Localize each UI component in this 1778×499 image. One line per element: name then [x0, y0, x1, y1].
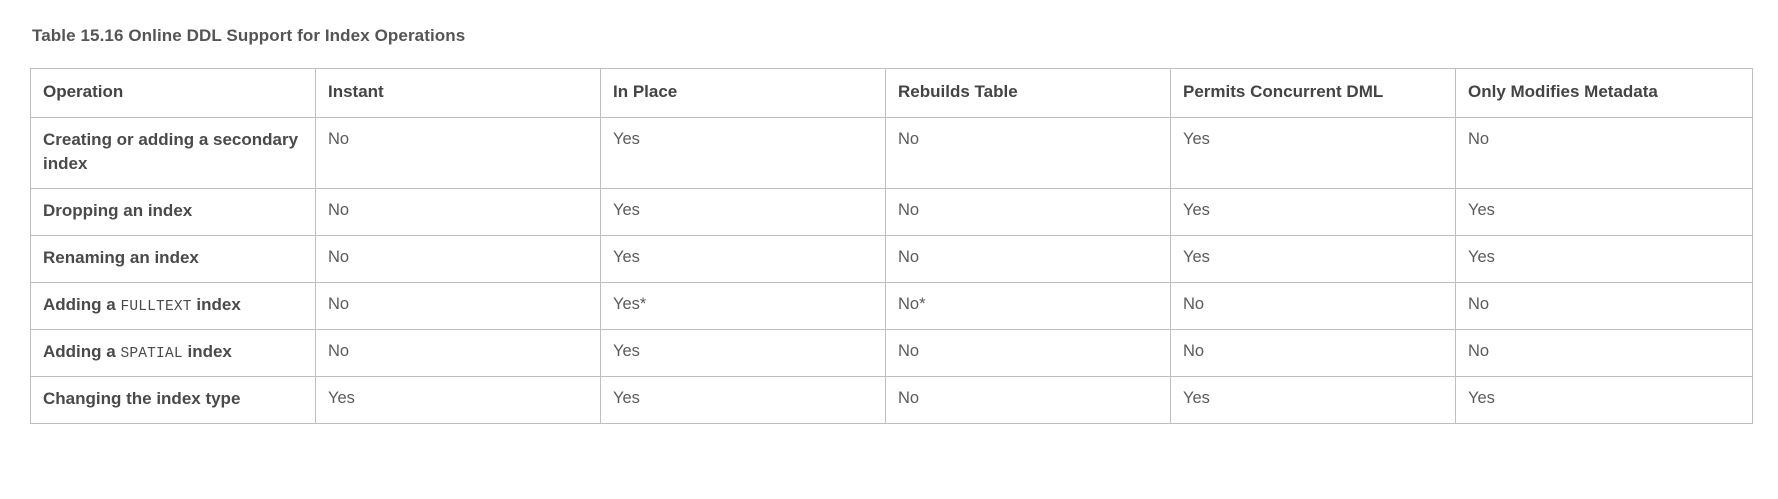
cell-permits-concurrent-dml: Yes	[1171, 236, 1456, 283]
cell-permits-concurrent-dml: No	[1171, 330, 1456, 377]
cell-permits-concurrent-dml: Yes	[1171, 377, 1456, 424]
row-operation-label	[31, 330, 316, 377]
cell-rebuilds-table: No	[886, 236, 1171, 283]
cell-only-modifies-metadata: No	[1456, 283, 1753, 330]
column-header-in-place: In Place	[601, 69, 886, 118]
row-operation-label	[31, 117, 316, 189]
operation-text-prefix: Dropping an index	[43, 201, 193, 221]
online-ddl-index-operations-table	[30, 68, 1753, 424]
table-row	[31, 189, 1753, 236]
row-operation-label	[31, 236, 316, 283]
operation-keyword: FULLTEXT	[120, 299, 192, 316]
operation-text-suffix: index	[191, 295, 241, 315]
row-operation-label	[31, 377, 316, 424]
page-title: Table 15.16 Online DDL Support for Index Operations	[32, 26, 466, 45]
table-row	[31, 283, 1753, 330]
cell-rebuilds-table: No	[886, 117, 1171, 189]
operation-text-prefix: Changing the index type	[43, 389, 241, 409]
cell-only-modifies-metadata: Yes	[1456, 377, 1753, 424]
cell-only-modifies-metadata: No	[1456, 330, 1753, 377]
operation-text-prefix: Renaming an index	[43, 248, 199, 268]
cell-rebuilds-table: No	[886, 189, 1171, 236]
cell-instant: No	[316, 117, 601, 189]
cell-in-place: Yes	[601, 236, 886, 283]
cell-in-place: Yes*	[601, 283, 886, 330]
cell-permits-concurrent-dml: No	[1171, 283, 1456, 330]
cell-in-place: Yes	[601, 189, 886, 236]
column-header-permits-concurrent-dml: Permits Concurrent DML	[1171, 69, 1456, 118]
cell-rebuilds-table: No	[886, 377, 1171, 424]
operation-text-prefix: Adding a	[43, 295, 121, 315]
operation-keyword: SPATIAL	[120, 346, 183, 363]
cell-in-place: Yes	[601, 377, 886, 424]
column-header-only-modifies-metadata: Only Modifies Metadata	[1456, 69, 1753, 118]
cell-instant: No	[316, 283, 601, 330]
cell-rebuilds-table: No	[886, 330, 1171, 377]
cell-only-modifies-metadata: Yes	[1456, 236, 1753, 283]
cell-rebuilds-table: No*	[886, 283, 1171, 330]
cell-in-place: Yes	[601, 117, 886, 189]
column-header-rebuilds-table: Rebuilds Table	[886, 69, 1171, 118]
table-row	[31, 117, 1753, 189]
cell-in-place: Yes	[601, 330, 886, 377]
operation-text-prefix: Creating or adding a secondary index	[43, 129, 299, 174]
table-header-row	[31, 69, 1753, 118]
table-row	[31, 330, 1753, 377]
column-header-operation: Operation	[31, 69, 316, 118]
cell-instant: No	[316, 330, 601, 377]
cell-permits-concurrent-dml: Yes	[1171, 189, 1456, 236]
cell-only-modifies-metadata: No	[1456, 117, 1753, 189]
operation-text-suffix: index	[182, 342, 232, 362]
table-row	[31, 377, 1753, 424]
table-row	[31, 236, 1753, 283]
row-operation-label	[31, 189, 316, 236]
column-header-instant: Instant	[316, 69, 601, 118]
cell-permits-concurrent-dml: Yes	[1171, 117, 1456, 189]
cell-instant: No	[316, 236, 601, 283]
operation-text-prefix: Adding a	[43, 342, 121, 362]
cell-instant: No	[316, 189, 601, 236]
row-operation-label	[31, 283, 316, 330]
cell-only-modifies-metadata: Yes	[1456, 189, 1753, 236]
cell-instant: Yes	[316, 377, 601, 424]
